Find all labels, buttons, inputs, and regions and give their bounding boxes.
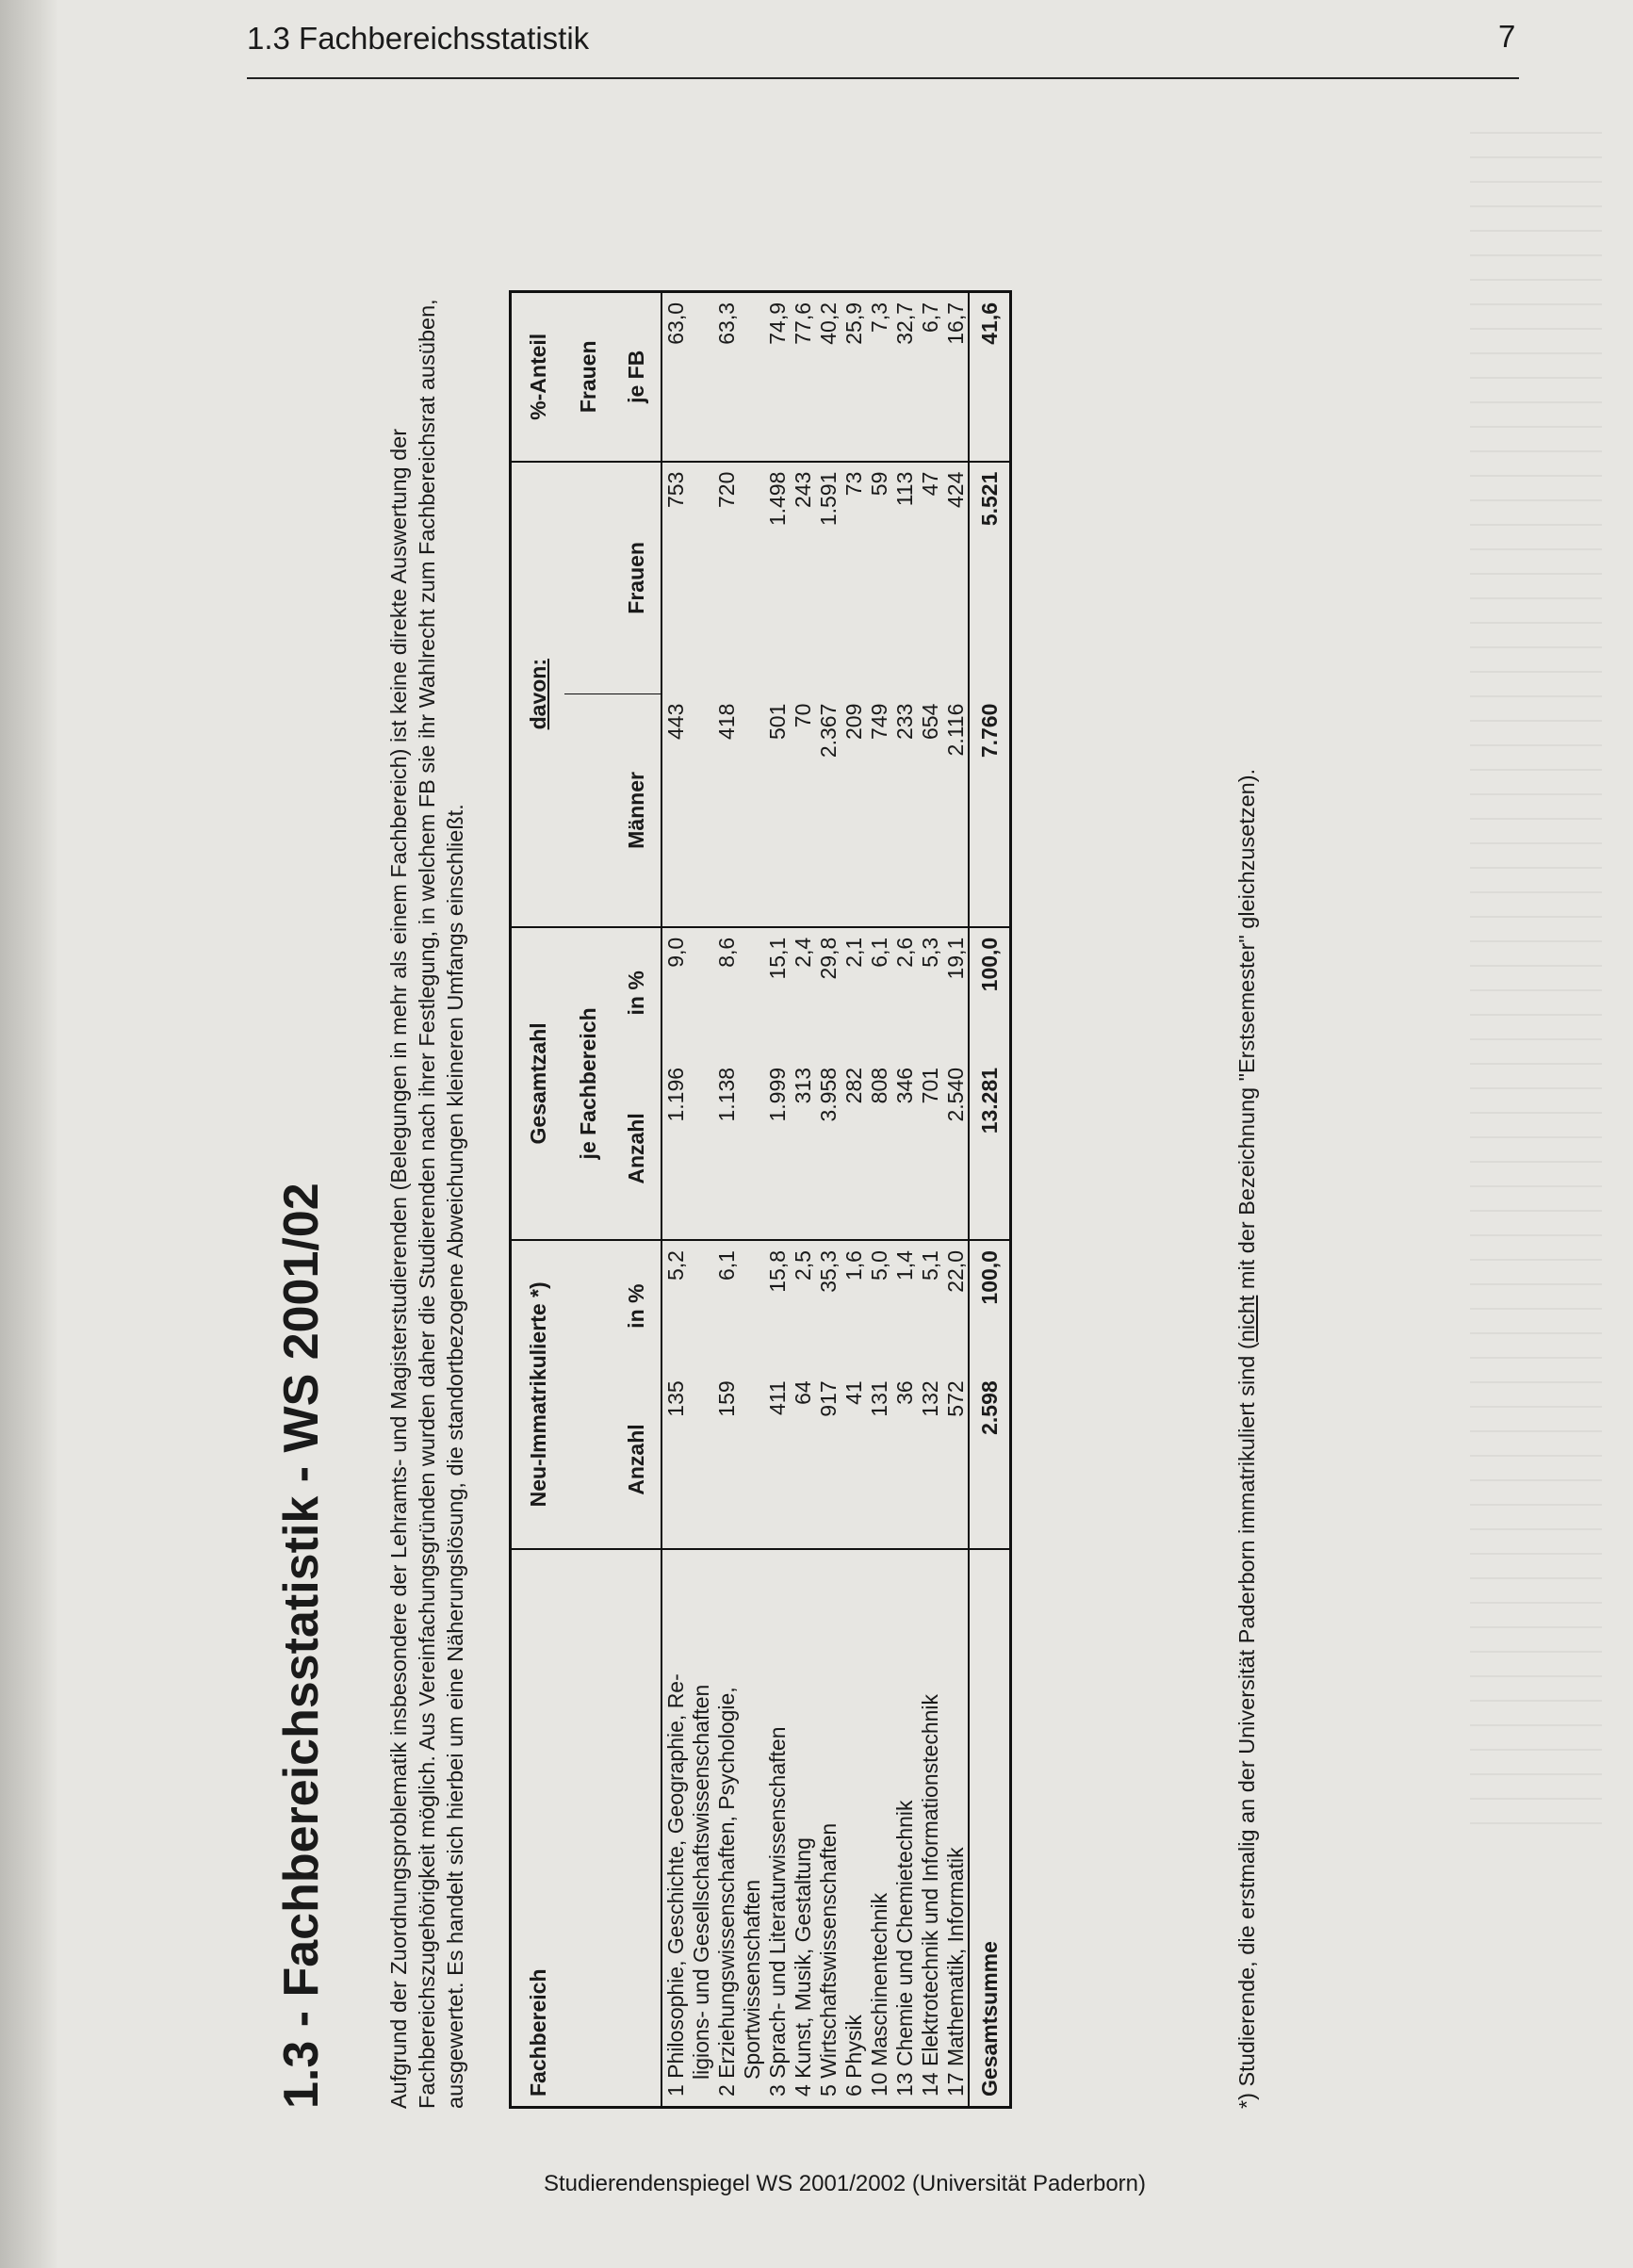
ges-anzahl: 701 <box>917 1067 942 1104</box>
page-footer: Studierendenspiegel WS 2001/2002 (Universität Paderborn) <box>543 2171 1147 2196</box>
fachbereich-name-cont: ligions- und Gesellschaftswissenschaften <box>688 1549 713 2108</box>
col-header-neu-anzahl: Anzahl <box>612 1371 661 1548</box>
neu-pct: 5,1 <box>917 1240 942 1371</box>
table-row <box>942 292 969 2108</box>
anteil: 32,7 <box>891 302 917 345</box>
table-row <box>790 292 815 2108</box>
anteil: 77,6 <box>790 302 815 345</box>
col-header-fachbereich: Fachbereich <box>511 1549 565 2108</box>
table-header-row <box>564 292 612 2108</box>
table-header-row <box>511 292 565 2108</box>
total-neu-pct: 100,0 <box>969 1240 1011 1371</box>
neu-pct: 2,5 <box>790 1240 815 1371</box>
col-header-neu: Neu-Immatrikulierte *) <box>511 1240 565 1549</box>
neu-anzahl: 917 <box>815 1380 841 1417</box>
table-row <box>866 292 891 2108</box>
neu-pct: 5,2 <box>661 1240 688 1371</box>
neu-pct: 35,3 <box>815 1240 841 1371</box>
fachbereich-name: 17 Mathematik, Informatik <box>942 1549 969 2108</box>
neu-pct: 15,8 <box>764 1240 790 1371</box>
fachbereich-name: 4 Kunst, Musik, Gestaltung <box>790 1549 815 2108</box>
maenner: 2.367 <box>815 703 841 759</box>
ges-anzahl: 2.540 <box>942 1067 968 1122</box>
neu-pct: 1,6 <box>841 1240 866 1371</box>
neu-anzahl: 131 <box>866 1380 891 1417</box>
anteil: 74,9 <box>764 302 790 345</box>
ges-pct: 15,1 <box>764 927 790 1058</box>
table-row <box>764 292 790 2108</box>
frauen: 243 <box>790 462 815 694</box>
col-header-frauen: Frauen <box>612 462 661 694</box>
maenner: 443 <box>662 703 688 740</box>
table-row <box>841 292 866 2108</box>
neu-pct: 5,0 <box>866 1240 891 1371</box>
col-header-maenner: Männer <box>612 694 661 927</box>
neu-anzahl: 132 <box>917 1380 942 1417</box>
anteil: 40,2 <box>815 302 841 345</box>
col-header-anteil-sub2: je FB <box>612 292 661 462</box>
ges-anzahl: 3.958 <box>815 1067 841 1122</box>
running-header-title: 1.3 Fachbereichsstatistik <box>247 21 590 56</box>
col-header-anteil-sub1: Frauen <box>575 340 600 414</box>
footnote-emphasis: nicht <box>1234 1295 1259 1343</box>
table-row-continuation <box>739 292 764 2108</box>
frauen: 73 <box>841 462 866 694</box>
ges-pct: 6,1 <box>866 927 891 1058</box>
ges-pct: 2,4 <box>790 927 815 1058</box>
ges-pct: 2,1 <box>841 927 866 1058</box>
frauen: 753 <box>661 462 688 694</box>
neu-anzahl: 41 <box>841 1380 866 1405</box>
fachbereich-name: 2 Erziehungswissenschaften, Psychologie, <box>713 1549 739 2108</box>
total-anteil: 41,6 <box>969 292 1011 462</box>
neu-pct: 6,1 <box>713 1240 739 1371</box>
fachbereich-name: 13 Chemie und Chemietechnik <box>891 1549 917 2108</box>
anteil: 63,0 <box>662 302 688 345</box>
total-frauen: 5.521 <box>969 462 1011 694</box>
maenner: 233 <box>891 703 917 740</box>
anteil: 7,3 <box>866 302 891 333</box>
ges-pct: 29,8 <box>815 927 841 1058</box>
frauen: 424 <box>942 462 969 694</box>
col-header-davon: davon: <box>511 462 565 927</box>
maenner: 70 <box>790 703 815 728</box>
neu-pct: 22,0 <box>942 1240 969 1371</box>
ges-pct: 9,0 <box>661 927 688 1058</box>
frauen: 47 <box>917 462 942 694</box>
total-ges-anzahl: 13.281 <box>969 1058 1011 1240</box>
maenner: 654 <box>917 703 942 740</box>
col-header-gesamt-sub: je Fachbereich <box>564 927 612 1240</box>
frauen: 59 <box>866 462 891 694</box>
table-row <box>815 292 841 2108</box>
ges-anzahl: 313 <box>790 1067 815 1104</box>
fachbereich-name: 5 Wirtschaftswissenschaften <box>815 1549 841 2108</box>
anteil: 6,7 <box>917 302 942 333</box>
footnote-text-end: mit der Bezeichnung "Erstsemester" gleichzusetzen). <box>1234 768 1259 1296</box>
neu-anzahl: 411 <box>764 1380 790 1415</box>
ges-anzahl: 282 <box>841 1067 866 1104</box>
ges-anzahl: 808 <box>866 1067 891 1104</box>
total-maenner: 7.760 <box>969 694 1011 927</box>
col-header-anteil: %-Anteil <box>525 333 550 420</box>
section-heading: 1.3 - Fachbereichsstatistik - WS 2001/02 <box>274 1183 329 2109</box>
ges-anzahl: 346 <box>891 1067 917 1104</box>
maenner: 418 <box>713 703 739 740</box>
neu-anzahl: 64 <box>790 1380 815 1405</box>
rotated-content <box>273 151 1461 2148</box>
anteil: 63,3 <box>713 302 739 345</box>
table-row <box>713 292 739 2108</box>
show-through-lines <box>1470 132 1602 1828</box>
fachbereich-name: 3 Sprach- und Literaturwissenschaften <box>764 1549 790 2108</box>
header-divider <box>247 77 1519 79</box>
neu-anzahl: 135 <box>662 1380 688 1417</box>
col-header-neu-pct: in % <box>612 1240 661 1371</box>
anteil: 25,9 <box>841 302 866 345</box>
table-header-row <box>612 292 661 2108</box>
fachbereich-name: 10 Maschinentechnik <box>866 1549 891 2108</box>
frauen: 1.591 <box>815 462 841 694</box>
total-label: Gesamtsumme <box>969 1549 1011 2108</box>
col-header-ges-anzahl: Anzahl <box>612 1058 661 1240</box>
col-header-ges-pct: in % <box>612 927 661 1058</box>
footnote <box>1234 769 1260 2109</box>
frauen: 113 <box>891 462 917 694</box>
maenner: 2.116 <box>942 703 968 757</box>
faculty-statistics-table <box>509 290 1012 2109</box>
ges-anzahl: 1.196 <box>662 1067 688 1122</box>
fachbereich-name-cont: Sportwissenschaften <box>739 1549 764 2108</box>
fachbereich-name: 14 Elektrotechnik und Informationstechnik <box>917 1549 942 2108</box>
table-row-continuation <box>688 292 713 2108</box>
maenner: 501 <box>764 703 790 740</box>
neu-pct: 1,4 <box>891 1240 917 1371</box>
total-ges-pct: 100,0 <box>969 927 1011 1058</box>
total-row <box>969 292 1011 2108</box>
ges-anzahl: 1.138 <box>713 1067 739 1122</box>
page-edge-shadow <box>0 0 58 2268</box>
ges-pct: 19,1 <box>942 927 969 1058</box>
total-neu-anzahl: 2.598 <box>969 1371 1011 1548</box>
table-row <box>891 292 917 2108</box>
anteil: 16,7 <box>942 302 968 345</box>
intro-paragraph: Aufgrund der Zuordnungsproblematik insbesondere der Lehramts- und Magisterstudierenden (Belegungen in mehr als einem Fachbereich) ist keine direkte Auswertung der Fachbereichszugehörigkeit möglich. Aus Vereinfachungsgründen wurden daher die Studierenden nach ihrer Festlegung, in welchem FB sie ihr Wahlrecht zum Fachbereichsrat ausüben, ausgewertet. Es handelt sich hierbei um eine Näherungslösung, die standortbezogene Abweichungen kleineren Umfangs einschließt. <box>386 299 467 2109</box>
table-row <box>661 292 688 2108</box>
page-number: 7 <box>1498 19 1516 54</box>
fachbereich-name: 6 Physik <box>841 1549 866 2108</box>
ges-pct: 2,6 <box>891 927 917 1058</box>
fachbereich-name: 1 Philosophie, Geschichte, Geographie, Re- <box>661 1549 688 2108</box>
neu-anzahl: 572 <box>942 1380 968 1417</box>
ges-anzahl: 1.999 <box>764 1067 790 1122</box>
col-header-gesamt: Gesamtzahl <box>511 927 565 1240</box>
table-row <box>917 292 942 2108</box>
neu-anzahl: 36 <box>891 1380 917 1405</box>
maenner: 749 <box>866 703 891 740</box>
footnote-text: *) Studierende, die erstmalig an der Universität Paderborn immatrikuliert sind ( <box>1234 1342 1259 2109</box>
maenner: 209 <box>841 703 866 740</box>
ges-pct: 8,6 <box>713 927 739 1058</box>
frauen: 1.498 <box>764 462 790 694</box>
neu-anzahl: 159 <box>713 1380 739 1417</box>
ges-pct: 5,3 <box>917 927 942 1058</box>
frauen: 720 <box>713 462 739 694</box>
